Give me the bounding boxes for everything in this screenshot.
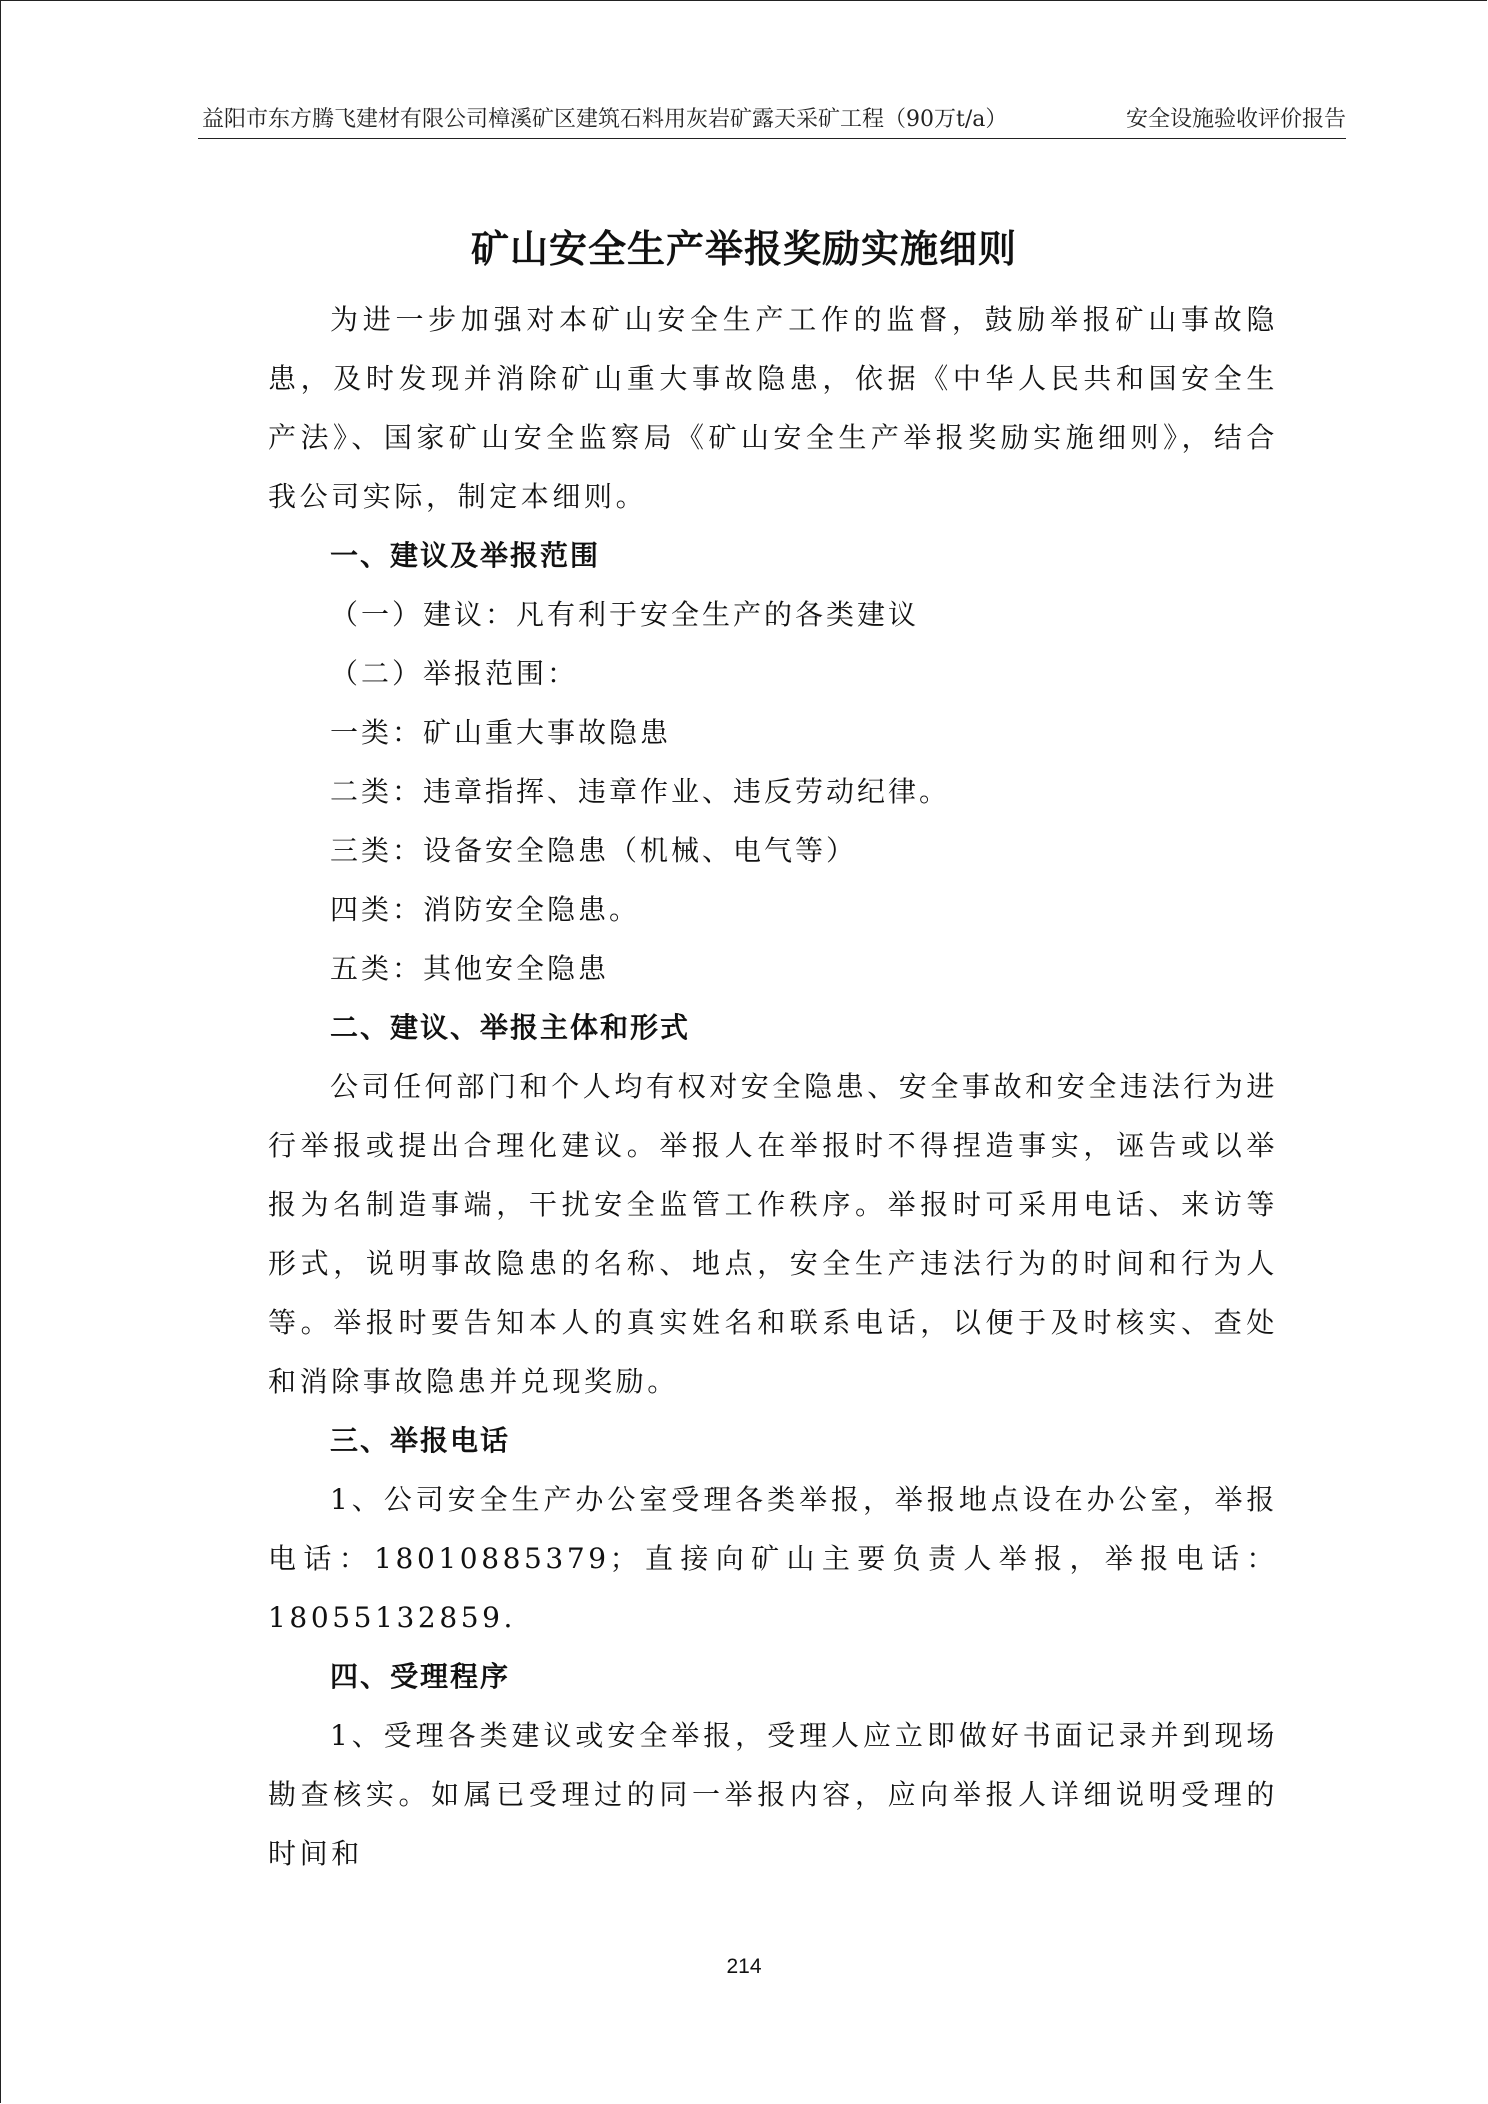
section-1-heading: 一、建议及举报范围 xyxy=(330,539,601,572)
header-project-title: 益阳市东方腾飞建材有限公司樟溪矿区建筑石料用灰岩矿露天采矿工程（90万t/a） xyxy=(202,107,1008,132)
section-1-item: 四类：消防安全隐患。 xyxy=(330,893,641,926)
section-2-heading: 二、建议、举报主体和形式 xyxy=(330,1011,691,1044)
section-1-item: （一）建议：凡有利于安全生产的各类建议 xyxy=(330,598,920,631)
section-1-item: 一类：矿山重大事故隐患 xyxy=(330,716,672,749)
intro-paragraph: 为进一步加强对本矿山安全生产工作的监督，鼓励举报矿山事故隐患，及时发现并消除矿山重大事故隐患，依据《中华人民共和国安全生产法》、国家矿山安全监察局《矿山安全生产举报奖励实施细则》，结合我公司实际，制定本细则。 xyxy=(268,303,1278,513)
section-2-paragraph: 公司任何部门和个人均有权对安全隐患、安全事故和安全违法行为进行举报或提出合理化建议。举报人在举报时不得捏造事实，诬告或以举报为名制造事端，干扰安全监管工作秩序。举报时可采用电话、来访等形式，说明事故隐患的名称、地点，安全生产违法行为的时间和行为人等。举报时要告知本人的真实姓名和联系电话，以便于及时核实、查处和消除事故隐患并兑现奖励。 xyxy=(268,1070,1279,1398)
section-1-item: 五类：其他安全隐患 xyxy=(330,952,610,985)
section-4-paragraph: 1、受理各类建议或安全举报，受理人应立即做好书面记录并到现场勘查核实。如属已受理过的同一举报内容，应向举报人详细说明受理的时间和 xyxy=(268,1719,1278,1870)
section-1-item: 三类：设备安全隐患（机械、电气等） xyxy=(330,834,858,867)
section-3-paragraph: 1、公司安全生产办公室受理各类举报，举报地点设在办公室，举报电话：18010885379；直接向矿山主要负责人举报，举报电话：18055132859. xyxy=(268,1483,1278,1634)
section-1-item: （二）举报范围： xyxy=(330,657,579,690)
section-1-item: 二类：违章指挥、违章作业、违反劳动纪律。 xyxy=(330,775,951,808)
running-header xyxy=(198,102,1346,139)
section-3-heading: 三、举报电话 xyxy=(330,1424,511,1457)
document-body xyxy=(268,290,1278,1883)
header-report-title: 安全设施验收评价报告 xyxy=(1125,107,1346,132)
page-number: 214 xyxy=(726,1955,762,1978)
document-title: 矿山安全生产举报奖励实施细则 xyxy=(470,226,1017,271)
section-4-heading: 四、受理程序 xyxy=(330,1660,511,1693)
